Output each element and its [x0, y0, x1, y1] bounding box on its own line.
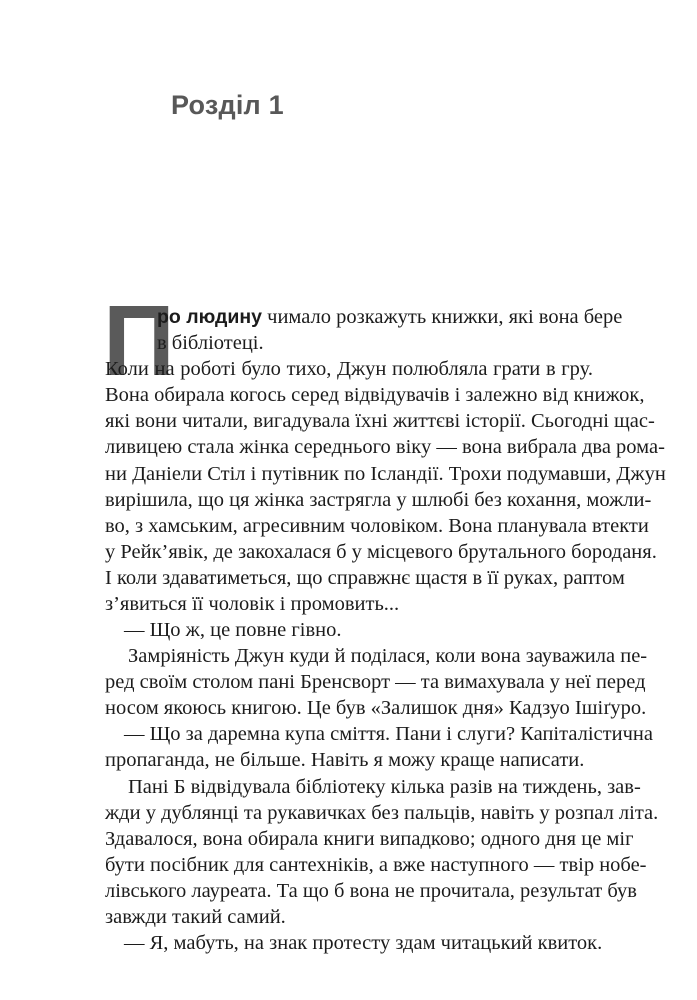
drop-cap-letter: П: [103, 285, 175, 397]
paragraph-line: з’явиться її чоловік і промовить...: [105, 593, 400, 615]
paragraph-line: ливицею стала жінка середнього віку — вона вибрала два рома-: [105, 436, 665, 458]
paragraph-line: ни Даніели Стіл і путівник по Ісландії. Трохи подумавши, Джун: [105, 463, 666, 485]
dialogue-line: — Що за даремна купа сміття. Пани і слуги? Капіталістична: [124, 723, 653, 745]
paragraph-line: Пані Б відвідувала бібліотеку кілька разів на тиждень, зав-: [128, 776, 641, 798]
dialogue-line: — Я, мабуть, на знак протесту здам читацький квиток.: [124, 932, 603, 954]
paragraph-line: Вона обирала когось серед відвідувачів і залежно від книжок,: [105, 384, 645, 406]
paragraph-line: жди у дублянці та рукавичках без пальців, навіть у розпал літа.: [105, 802, 659, 824]
paragraph-line: в бібліотеці.: [157, 332, 264, 354]
paragraph-line: во, з хамським, агресивним чоловіком. Вона планувала втекти: [105, 515, 649, 537]
paragraph-line: І коли здаватиметься, що справжнє щастя в її руках, раптом: [105, 567, 625, 589]
paragraph-line: Здавалося, вона обирала книги випадково; одного дня це міг: [105, 828, 634, 850]
paragraph-line: бути посібник для сантехніків, а вже наступного — твір нобе-: [105, 854, 647, 876]
paragraph-line: ро людину чимало розкажуть книжки, які вона бере: [157, 306, 623, 328]
paragraph-line: які вони читали, вигадувала їхні життєві історії. Сьогодні щас-: [105, 410, 655, 432]
paragraph-line: Коли на роботі було тихо, Джун полюбляла грати в гру.: [105, 358, 593, 380]
lead-in-words: ро людину: [157, 306, 263, 328]
paragraph-line: у Рейк’явік, де закохалася б у місцевого брутального бороданя.: [105, 541, 657, 563]
paragraph-line: завжди такий самий.: [105, 906, 286, 928]
chapter-title: Розділ 1: [171, 90, 284, 120]
paragraph-line: вирішила, що ця жінка застрягла у шлюбі без кохання, можли-: [105, 489, 652, 511]
paragraph-line: пропаганда, не більше. Навіть я можу краще написати.: [105, 749, 585, 771]
dialogue-line: — Що ж, це повне гівно.: [124, 619, 342, 641]
paragraph-line: Замріяність Джун куди й поділася, коли вона зауважила пе-: [128, 645, 648, 667]
paragraph-line: лівського лауреата. Та що б вона не прочитала, результат був: [105, 880, 637, 902]
paragraph-line: ред своїм столом пані Бренсворт — та вимахувала у неї перед: [105, 671, 646, 693]
paragraph-line: носом якоюсь книгою. Це був «Залишок дня» Кадзуо Ішіґуро.: [105, 697, 647, 719]
